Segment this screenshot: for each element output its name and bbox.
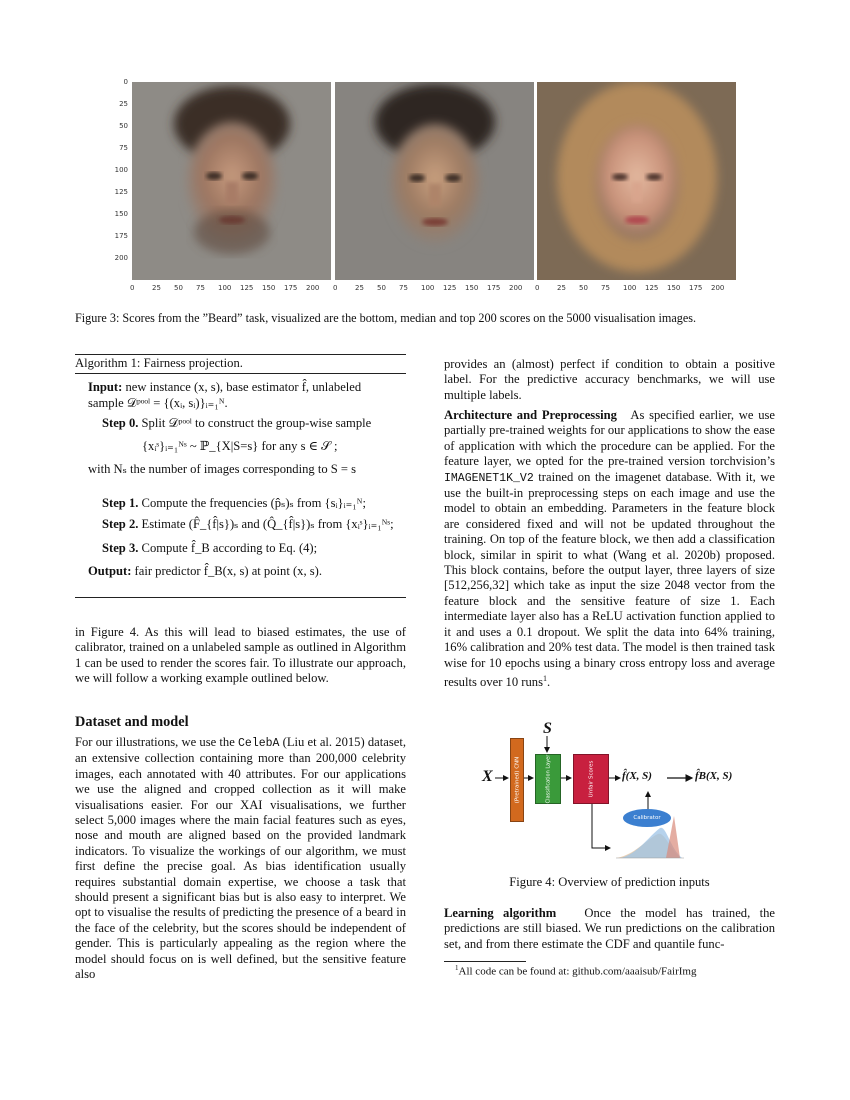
step1-label: Step 1. — [102, 495, 139, 510]
output-text: fair predictor f̂_B(x, s) at point (x, s). — [134, 564, 323, 578]
x-tick-label: 125 — [240, 284, 254, 292]
x-tick-label: 200 — [306, 284, 320, 292]
input-text-a: new instance (x, s), base estimator f̂, unlabeled — [125, 380, 362, 394]
x-tick-label: 175 — [689, 284, 703, 292]
left-para-2 — [75, 735, 406, 983]
classification-block — [535, 754, 561, 804]
algo-step3 — [88, 541, 406, 557]
footnote-text: All code can be found at: github.com/aaaisub/FairImg — [458, 965, 697, 978]
algo-step2 — [88, 517, 406, 533]
x-tick-label: 50 — [377, 284, 386, 292]
algo-input — [88, 380, 406, 396]
y-tick-label: 150 — [114, 210, 128, 218]
imagenet-name: IMAGENET1K_V2 — [444, 471, 534, 485]
y-tick-label: 25 — [119, 100, 128, 108]
cnn-block — [510, 738, 524, 822]
y-tick-label: 175 — [114, 232, 128, 240]
right-para-1: provides an (almost) perfect if condition to obtain a positive label. For the predictive accuracy benchmarks, we will use multiple labels. — [444, 357, 775, 402]
step0-label: Step 0. — [102, 416, 139, 430]
para2-b: (Liu et al. 2015) dataset, an extensive collection containing more than 200,000 celebrity images, each annotated with 40 attributes. For our applications we use the aligned and cropped collection as it will make visualisations easier. For our XAI visualisations, we further select 5,000 images where the main facial features such as eyes, nose and mouth are aligned based on the provided landmark indicators. To visualize the workings of our algorithm, we must first define the precise goal. As bias identification usually requires substantial domain expertise, we choose a task that should present a significant bias but is also easy to interpret. We opt to visualise the results of predicting the presence of a beard in the face of the celebrity, but the scores should be independent of gender. This is particularly appealing as the region where the model should focus on is well defined, but the sensitive feature also — [75, 735, 406, 982]
algo-step1 — [88, 496, 406, 512]
figure-3 — [108, 72, 748, 302]
x-tick-label: 150 — [262, 284, 276, 292]
x-tick-label: 175 — [284, 284, 298, 292]
x-tick-label: 0 — [535, 284, 540, 292]
learning-text: Once the model has trained, the predictions are still biased. We run predictions on the calibration set, and from there estimate the CDF and quantile func- — [444, 906, 775, 951]
figure-4-caption: Figure 4: Overview of prediction inputs — [509, 875, 710, 889]
input-label: Input: — [88, 380, 123, 394]
y-tick-label: 200 — [114, 254, 128, 262]
x-tick-label: 125 — [645, 284, 659, 292]
algo-output — [88, 564, 406, 580]
x-tick-label: 200 — [509, 284, 523, 292]
y-tick-label: 125 — [114, 188, 128, 196]
algo-step0-formula: {xᵢˢ}ᵢ₌₁ᴺˢ ~ ℙ_{X|S=s} for any s ∈ 𝒮 ; — [142, 438, 338, 453]
unfair-scores-block — [573, 754, 609, 804]
y-tick-label: 50 — [119, 122, 128, 130]
right-arch-para: Architecture and Preprocessing As specified earlier, we use partially pre-trained weights for our applications to show the ease of application with which the procedure can be applied. For the feature layer, we opted for the pre-trained version torchvision’s IMAGENET1K_V2 trained on the imagenet database. With it, we use the built-in preprocessing steps on each image and use the model to obtain an embedding. Parameters in the feature block are considered fixed and will not be updated throughout the training. On top of the feature block, we then add a classification block, similar in spirit to what (Wang et al. 2020b) proposed. This block contains, before the output layer, three layers of size [512,256,32] which take as input the size 2048 vector from the feature block and the sensitive feature of size 1. Each intermediate layer also has a ReLU activation function applied to it and uses a 0.1 dropout. We split the data into 64% training, 16% calibration and 20% test data. The model is then trained task wise for 10 epochs using a binary cross entropy loss and average results over 10 runs$^1$. — [444, 408, 776, 690]
footnote — [455, 964, 696, 978]
face-median-image — [335, 82, 534, 280]
footnote-ref: 1 — [543, 673, 547, 683]
x-tick-label: 50 — [579, 284, 588, 292]
algo-top-rule — [75, 354, 406, 355]
arch-heading: Architecture and Preprocessing — [444, 408, 617, 422]
unfair-scores-label: Unfair Scores — [588, 760, 595, 798]
step2-label: Step 2. — [102, 517, 139, 531]
face-top-image — [537, 82, 736, 280]
x-tick-label: 100 — [421, 284, 435, 292]
output-label: Output: — [88, 564, 132, 578]
algo-step0 — [88, 416, 406, 432]
step2-text: Estimate (F̂_{f̂|s})ₛ and (Q̂_{f̂|s})ₛ from {xᵢˢ}ᵢ₌₁ᴺˢ; — [141, 517, 394, 531]
step3-label: Step 3. — [102, 540, 139, 555]
x-tick-label: 175 — [487, 284, 501, 292]
step1-text: Compute the frequencies (p̂ₛ)ₛ from {sᵢ}ᵢ₌₁ᴺ; — [141, 495, 367, 510]
x-tick-label: 25 — [557, 284, 566, 292]
fb-output: f̂B(X, S) — [695, 770, 733, 782]
x-tick-label: 200 — [711, 284, 725, 292]
x-input-label: X — [482, 768, 493, 785]
x-tick-label: 75 — [399, 284, 408, 292]
x-tick-label: 25 — [152, 284, 161, 292]
left-para-1: in Figure 4. As this will lead to biased estimates, the use of calibrator, trained on a unlabeled sample as outlined in Algorithm 1 can be used to render the scores fair. To illustrate our approach, we will follow a working example outlined below. — [75, 625, 406, 686]
x-tick-label: 0 — [130, 284, 135, 292]
x-tick-label: 100 — [218, 284, 232, 292]
x-tick-label: 150 — [667, 284, 681, 292]
algo-mid-rule — [75, 373, 406, 374]
x-tick-label: 0 — [333, 284, 338, 292]
face-bottom-image — [132, 82, 331, 280]
algorithm-title: Algorithm 1: Fairness projection. — [75, 356, 243, 370]
x-tick-label: 75 — [601, 284, 610, 292]
step0-text: Split 𝒟ᵖᵒᵒˡ to construct the group-wise sample — [141, 416, 372, 430]
figure-4 — [470, 720, 770, 865]
learning-para — [444, 906, 775, 952]
x-tick-label: 100 — [623, 284, 637, 292]
arch-b: trained on the imagenet database. With it, we use the built-in preprocessing steps on each image and use the model to obtain an embedding. Parameters in the feature block are considered fixed and will not be updated throughout the training. On top of the feature block, we then add a classification block, similar in spirit to what (Wang et al. 2020b) proposed. This block contains, before the output layer, three layers of size [512,256,32] which take as input the size 2048 vector from the feature block and the sensitive feature of size 1. Each intermediate layer also has a ReLU activation function applied to it and uses a 0.1 dropout. We split the data into 64% training, 16% calibration and 20% test data. The model is then trained task wise for 10 epochs using a binary cross entropy loss and average results over 10 runs — [444, 469, 776, 690]
y-tick-label: 100 — [114, 166, 128, 174]
algo-step0-with: with Nₛ the number of images corresponding to S = s — [88, 462, 357, 476]
step3-text: Compute f̂_B according to Eq. (4); — [141, 540, 318, 555]
x-tick-label: 150 — [465, 284, 479, 292]
footnote-rule — [444, 961, 526, 962]
calibrator-node: Calibrator — [623, 809, 671, 827]
y-tick-label: 0 — [123, 78, 128, 86]
celeba-name: CelebA — [238, 737, 280, 750]
learning-heading: Learning algorithm — [444, 906, 557, 920]
arch-a: As specified earlier, we use partially pre-trained weights for our applications to show the ease of application with which the procedure can be applied. For the feature layer, we opted for the pre-trained version torchvision’s — [444, 408, 775, 469]
y-tick-label: 75 — [119, 144, 128, 152]
x-tick-label: 125 — [443, 284, 457, 292]
x-tick-label: 50 — [174, 284, 183, 292]
classification-block-label: Classification Layer — [545, 754, 551, 804]
s-input-label: S — [543, 720, 552, 737]
figure-3-caption: Figure 3: Scores from the ”Beard” task, visualized are the bottom, median and top 200 scores on the 5000 visualisation images. — [75, 311, 697, 325]
dataset-heading: Dataset and model — [75, 714, 189, 730]
fhat-output: f̂(X, S) — [622, 770, 652, 782]
x-tick-label: 25 — [355, 284, 364, 292]
algorithm-body — [88, 380, 406, 580]
algo-bottom-rule — [75, 597, 406, 598]
algo-input-cont: sample 𝒟ᵖᵒᵒˡ = {(xᵢ, sᵢ)}ᵢ₌₁ᴺ. — [88, 395, 228, 410]
footnote-mark: 1 — [455, 964, 459, 972]
x-tick-label: 75 — [196, 284, 205, 292]
cnn-block-label: (Pretrained) CNN — [514, 756, 520, 804]
para2-a: For our illustrations, we use the — [75, 735, 235, 749]
